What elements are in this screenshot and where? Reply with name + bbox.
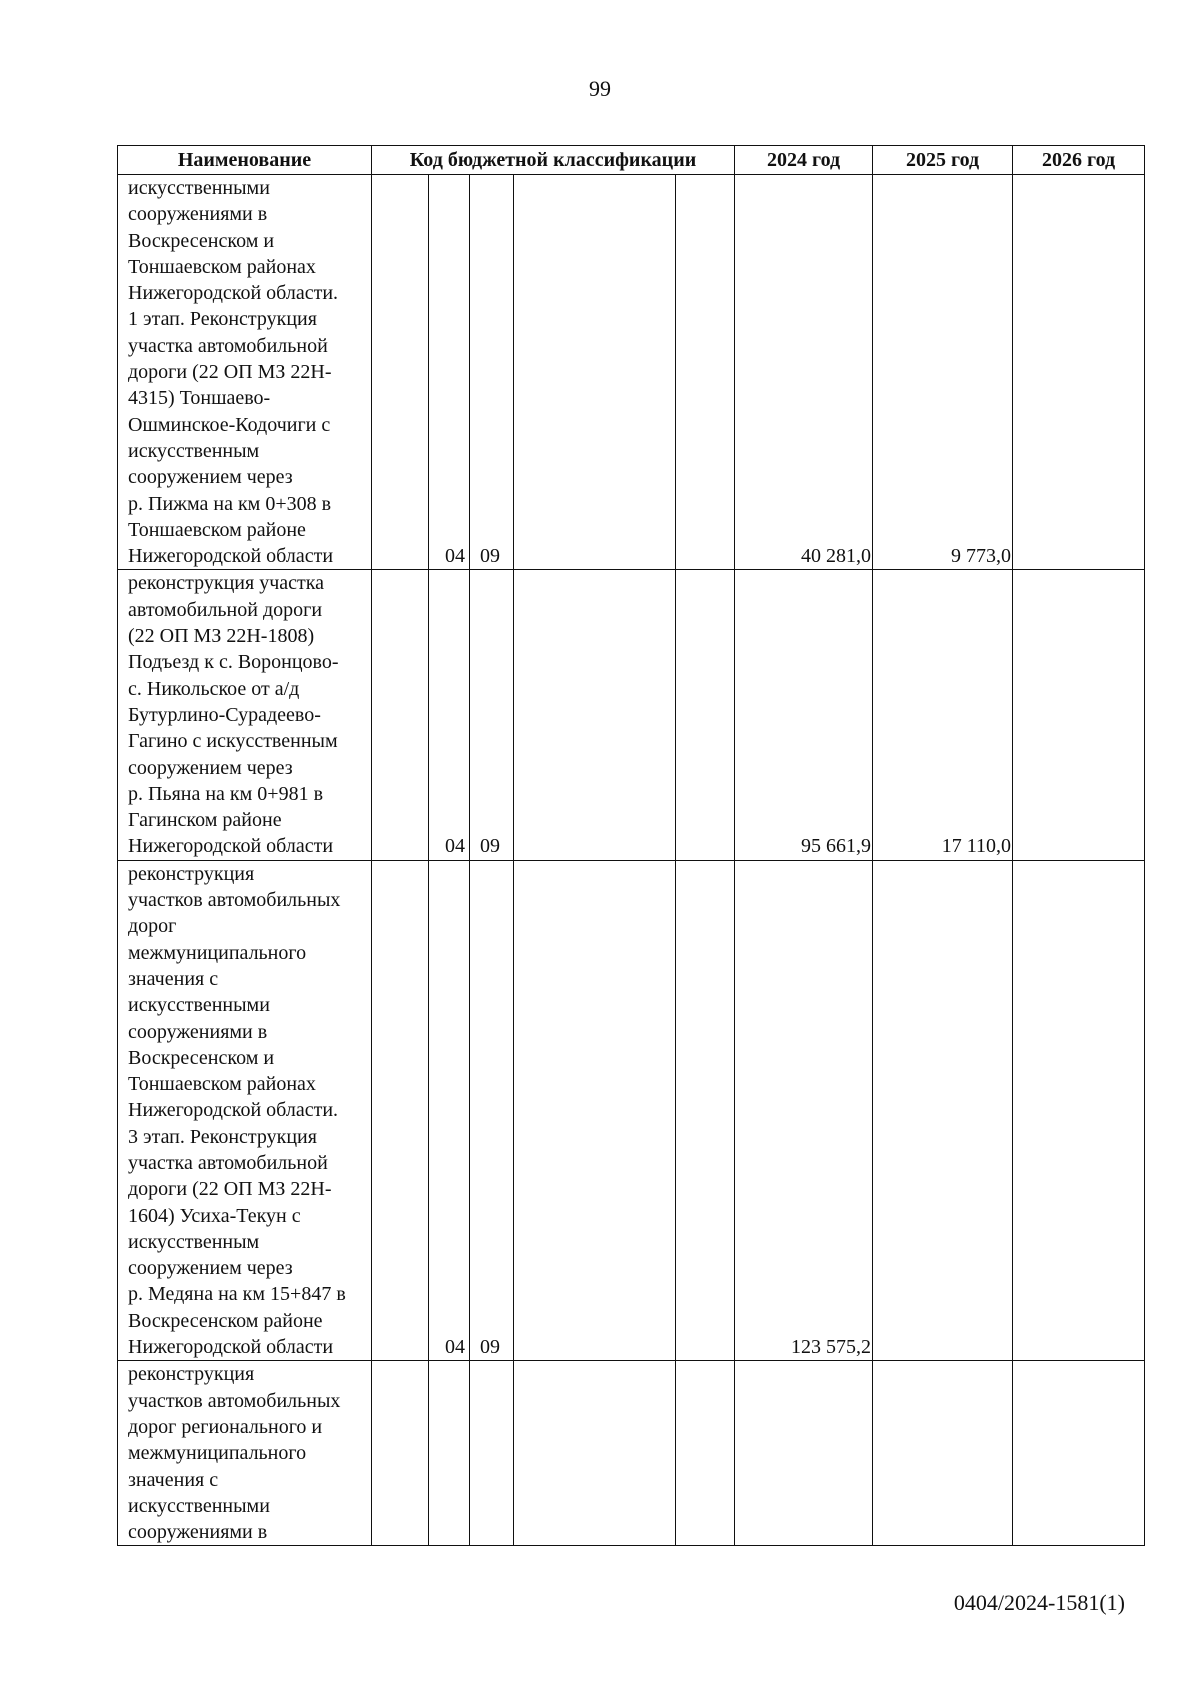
code-target-article — [514, 175, 676, 570]
page-number: 99 — [589, 76, 611, 101]
code-target-article — [514, 1361, 676, 1546]
value-2025: 17 110,0 — [873, 570, 1013, 860]
value-2024: 40 281,0 — [735, 175, 873, 570]
code-subsection: 09 — [470, 570, 514, 860]
value-2026 — [1013, 175, 1145, 570]
row-name: реконструкция участков автомобильных дорог регионального и межмуниципального значения с искусственными сооружениями в — [118, 1361, 372, 1546]
table-row — [118, 1361, 1145, 1546]
code-part-1 — [372, 175, 429, 570]
code-subsection: 09 — [470, 860, 514, 1361]
value-2025: 9 773,0 — [873, 175, 1013, 570]
code-part-1 — [372, 570, 429, 860]
table-row — [118, 175, 1145, 570]
table-row — [118, 860, 1145, 1361]
code-expense-type — [676, 860, 735, 1361]
code-part-1 — [372, 860, 429, 1361]
table-header-row — [118, 146, 1145, 175]
code-expense-type — [676, 175, 735, 570]
value-2026 — [1013, 570, 1145, 860]
code-target-article — [514, 570, 676, 860]
value-2024: 123 575,2 — [735, 860, 873, 1361]
value-2025 — [873, 1361, 1013, 1546]
code-subsection — [470, 1361, 514, 1546]
row-name: реконструкция участка автомобильной дороги (22 ОП МЗ 22Н-1808) Подъезд к с. Воронцово- с. Никольское от а/д Бутурлино-Сурадеево- Гагино с искусственным сооружением через р. Пьяна на км 0+981 в Гагинском районе Нижегородской области — [118, 570, 372, 860]
code-subsection: 09 — [470, 175, 514, 570]
value-2024 — [735, 1361, 873, 1546]
code-section: 04 — [429, 175, 470, 570]
table-row — [118, 570, 1145, 860]
header-2024: 2024 год — [735, 146, 873, 175]
header-budget-code: Код бюджетной классификации — [372, 146, 735, 175]
code-part-1 — [372, 1361, 429, 1546]
value-2024: 95 661,9 — [735, 570, 873, 860]
budget-table — [117, 145, 1145, 1546]
header-2026: 2026 год — [1013, 146, 1145, 175]
code-target-article — [514, 860, 676, 1361]
code-section: 04 — [429, 860, 470, 1361]
code-expense-type — [676, 570, 735, 860]
row-name: искусственными сооружениями в Воскресенском и Тоншаевском районах Нижегородской области. 1 этап. Реконструкция участка автомобильной дороги (22 ОП МЗ 22Н- 4315) Тоншаево- Ошминское-Кодочиги с искусственным сооружением через р. Пижма на км 0+308 в Тоншаевском районе Нижегородской области — [118, 175, 372, 570]
code-expense-type — [676, 1361, 735, 1546]
value-2026 — [1013, 860, 1145, 1361]
value-2025 — [873, 860, 1013, 1361]
row-name: реконструкция участков автомобильных дорог межмуниципального значения с искусственными сооружениями в Воскресенском и Тоншаевском районах Нижегородской области. 3 этап. Реконструкция участка автомобильной дороги (22 ОП МЗ 22Н- 1604) Усиха-Текун с искусственным сооружением через р. Медяна на км 15+847 в Воскресенском районе Нижегородской области — [118, 860, 372, 1361]
header-name: Наименование — [118, 146, 372, 175]
code-section — [429, 1361, 470, 1546]
value-2026 — [1013, 1361, 1145, 1546]
document-registration-code: 0404/2024-1581(1) — [953, 1590, 1125, 1615]
header-2025: 2025 год — [873, 146, 1013, 175]
code-section: 04 — [429, 570, 470, 860]
